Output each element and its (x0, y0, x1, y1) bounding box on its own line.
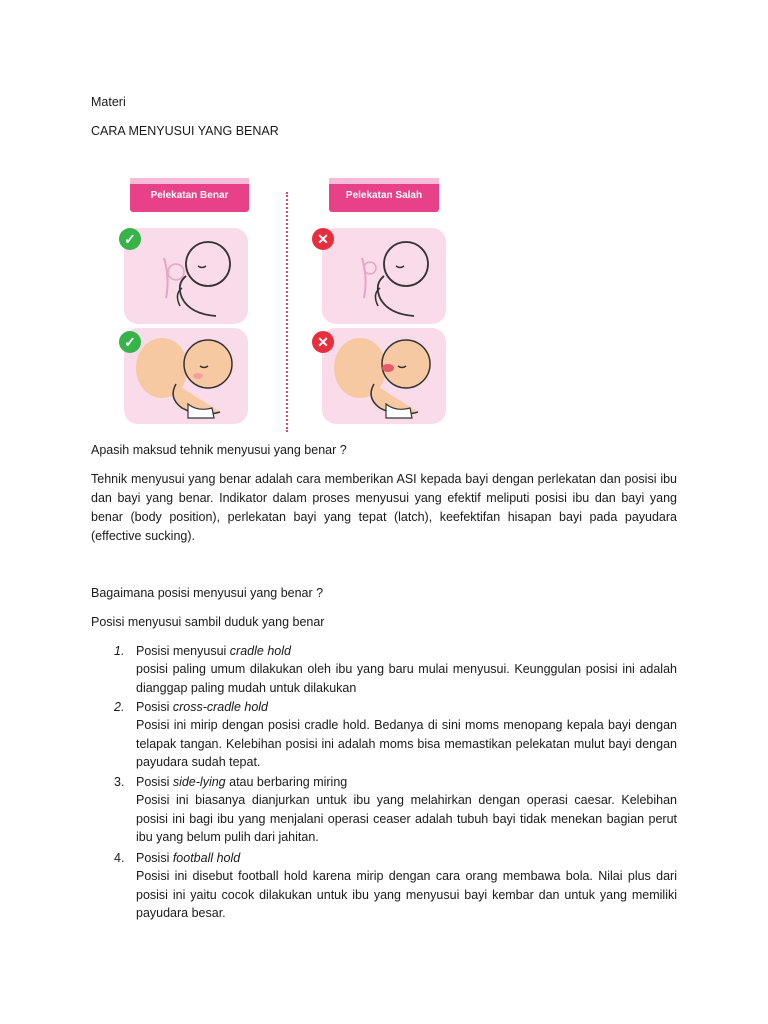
cross-icon: ✕ (312, 228, 334, 250)
item-title: Posisi side-lying atau berbaring miring (136, 775, 348, 789)
subheading: Posisi menyusui sambil duduk yang benar (91, 615, 325, 629)
doc-label: Materi (91, 95, 126, 109)
baby-illustration (124, 328, 248, 424)
latch-illustration (118, 178, 454, 430)
cross-icon: ✕ (312, 331, 334, 353)
question-1: Apasih maksud tehnik menyusui yang benar ? (91, 443, 347, 457)
item-title: Posisi menyusui cradle hold (136, 644, 291, 658)
baby-illustration (322, 328, 446, 424)
card-wrong-color (322, 328, 446, 424)
item-body: Posisi ini disebut football hold karena mirip dengan cara orang membawa bola. Nilai plus dari posisi ini yaitu cocok dilakukan untuk ibu yang menyusui bayi kembar dan untuk yang memiliki payudara besar. (136, 869, 677, 920)
item-body: Posisi ini biasanya dianjurkan untuk ibu yang melahirkan dengan operasi caesar. Kelebihan posisi ini bagi ibu yang menjalani operasi ceaser adalah tubuh bayi tidak menekan bagian perut ibu yang belum pulih dari jahitan. (136, 793, 677, 844)
divider (286, 192, 288, 432)
item-body: posisi paling umum dilakukan oleh ibu yang baru mulai menyusui. Keunggulan posisi ini adalah dianggap paling mudah untuk dilakukan (136, 662, 677, 695)
card-wrong-line (322, 228, 446, 324)
item-body: Posisi ini mirip dengan posisi cradle hold. Bedanya di sini moms menopang kepala bayi dengan telapak tangan. Kelebihan posisi ini adalah moms bisa memastikan pelekatan mulut bayi dengan payudara sudah tepat. (136, 718, 677, 769)
question-2: Bagaimana posisi menyusui yang benar ? (91, 586, 324, 600)
item-title: Posisi cross-cradle hold (136, 700, 269, 714)
baby-illustration (124, 228, 248, 324)
paragraph-1: Tehnik menyusui yang benar adalah cara memberikan ASI kepada bayi dengan perlekatan dan posisi ibu dan bayi yang benar. Indikator dalam proses menyusui yang efektif meliputi posisi ibu dan bayi yang benar (body position), perlekatan bayi yang tepat (latch), keefektifan hisapan bayi pada payudara (effective sucking). (91, 472, 677, 543)
doc-title: CARA MENYUSUI YANG BENAR (91, 124, 279, 138)
item-title: Posisi football hold (136, 851, 241, 865)
document-page: Materi CARA MENYUSUI YANG BENAR Pelekatan Benar Pelekatan Salah ✓ ✓ ✕ ✕ Apasih maksud tehnik menyusui yang benar ? Tehnik menyusui yang benar adalah cara memberikan ASI kepada bayi dengan perlekatan dan posisi ibu dan bayi yang benar. Indikator dalam proses menyusui yang efektif meliputi posisi ibu dan bayi yang benar (body position), perlekatan bayi yang tepat (latch), keefektifan hisapan bayi pada payudara (effective sucking). Bagaimana posisi menyusui yang benar ? Posisi menyusui sambil duduk yang benar 1. Posisi menyusui cradle hold posisi paling umum dilakukan oleh ibu yang baru mulai menyusui. Keunggulan posisi ini adalah dianggap paling mudah untuk dilakukan 2. Posisi cross-cradle hold Posisi ini mirip dengan posisi cradle hold. Bedanya di sini moms menopang kepala bayi dengan telapak tangan. Kelebihan posisi ini adalah moms bisa memastikan pelekatan mulut bayi dengan payudara sudah tepat. 3. Posisi side-lying atau berbaring miring Posisi ini biasanya dianjurkan untuk ibu yang melahirkan dengan operasi caesar. Kelebihan posisi ini bagi ibu yang menjalani operasi ceaser adalah tubuh bayi tidak menekan bagian perut ibu yang belum pulih dari jahitan. 4. Posisi football hold Posisi ini disebut football hold karena mirip dengan cara orang membawa bola. Nilai plus dari posisi ini yaitu cocok dilakukan untuk ibu yang menyusui bayi kembar dan untuk yang memiliki payudara besar. (0, 0, 768, 1024)
header-wrong-latch: Pelekatan Salah (329, 178, 439, 212)
header-correct-latch: Pelekatan Benar (130, 178, 249, 212)
card-correct-color (124, 328, 248, 424)
check-icon: ✓ (119, 228, 141, 250)
check-icon: ✓ (119, 331, 141, 353)
card-correct-line (124, 228, 248, 324)
baby-illustration (322, 228, 446, 324)
